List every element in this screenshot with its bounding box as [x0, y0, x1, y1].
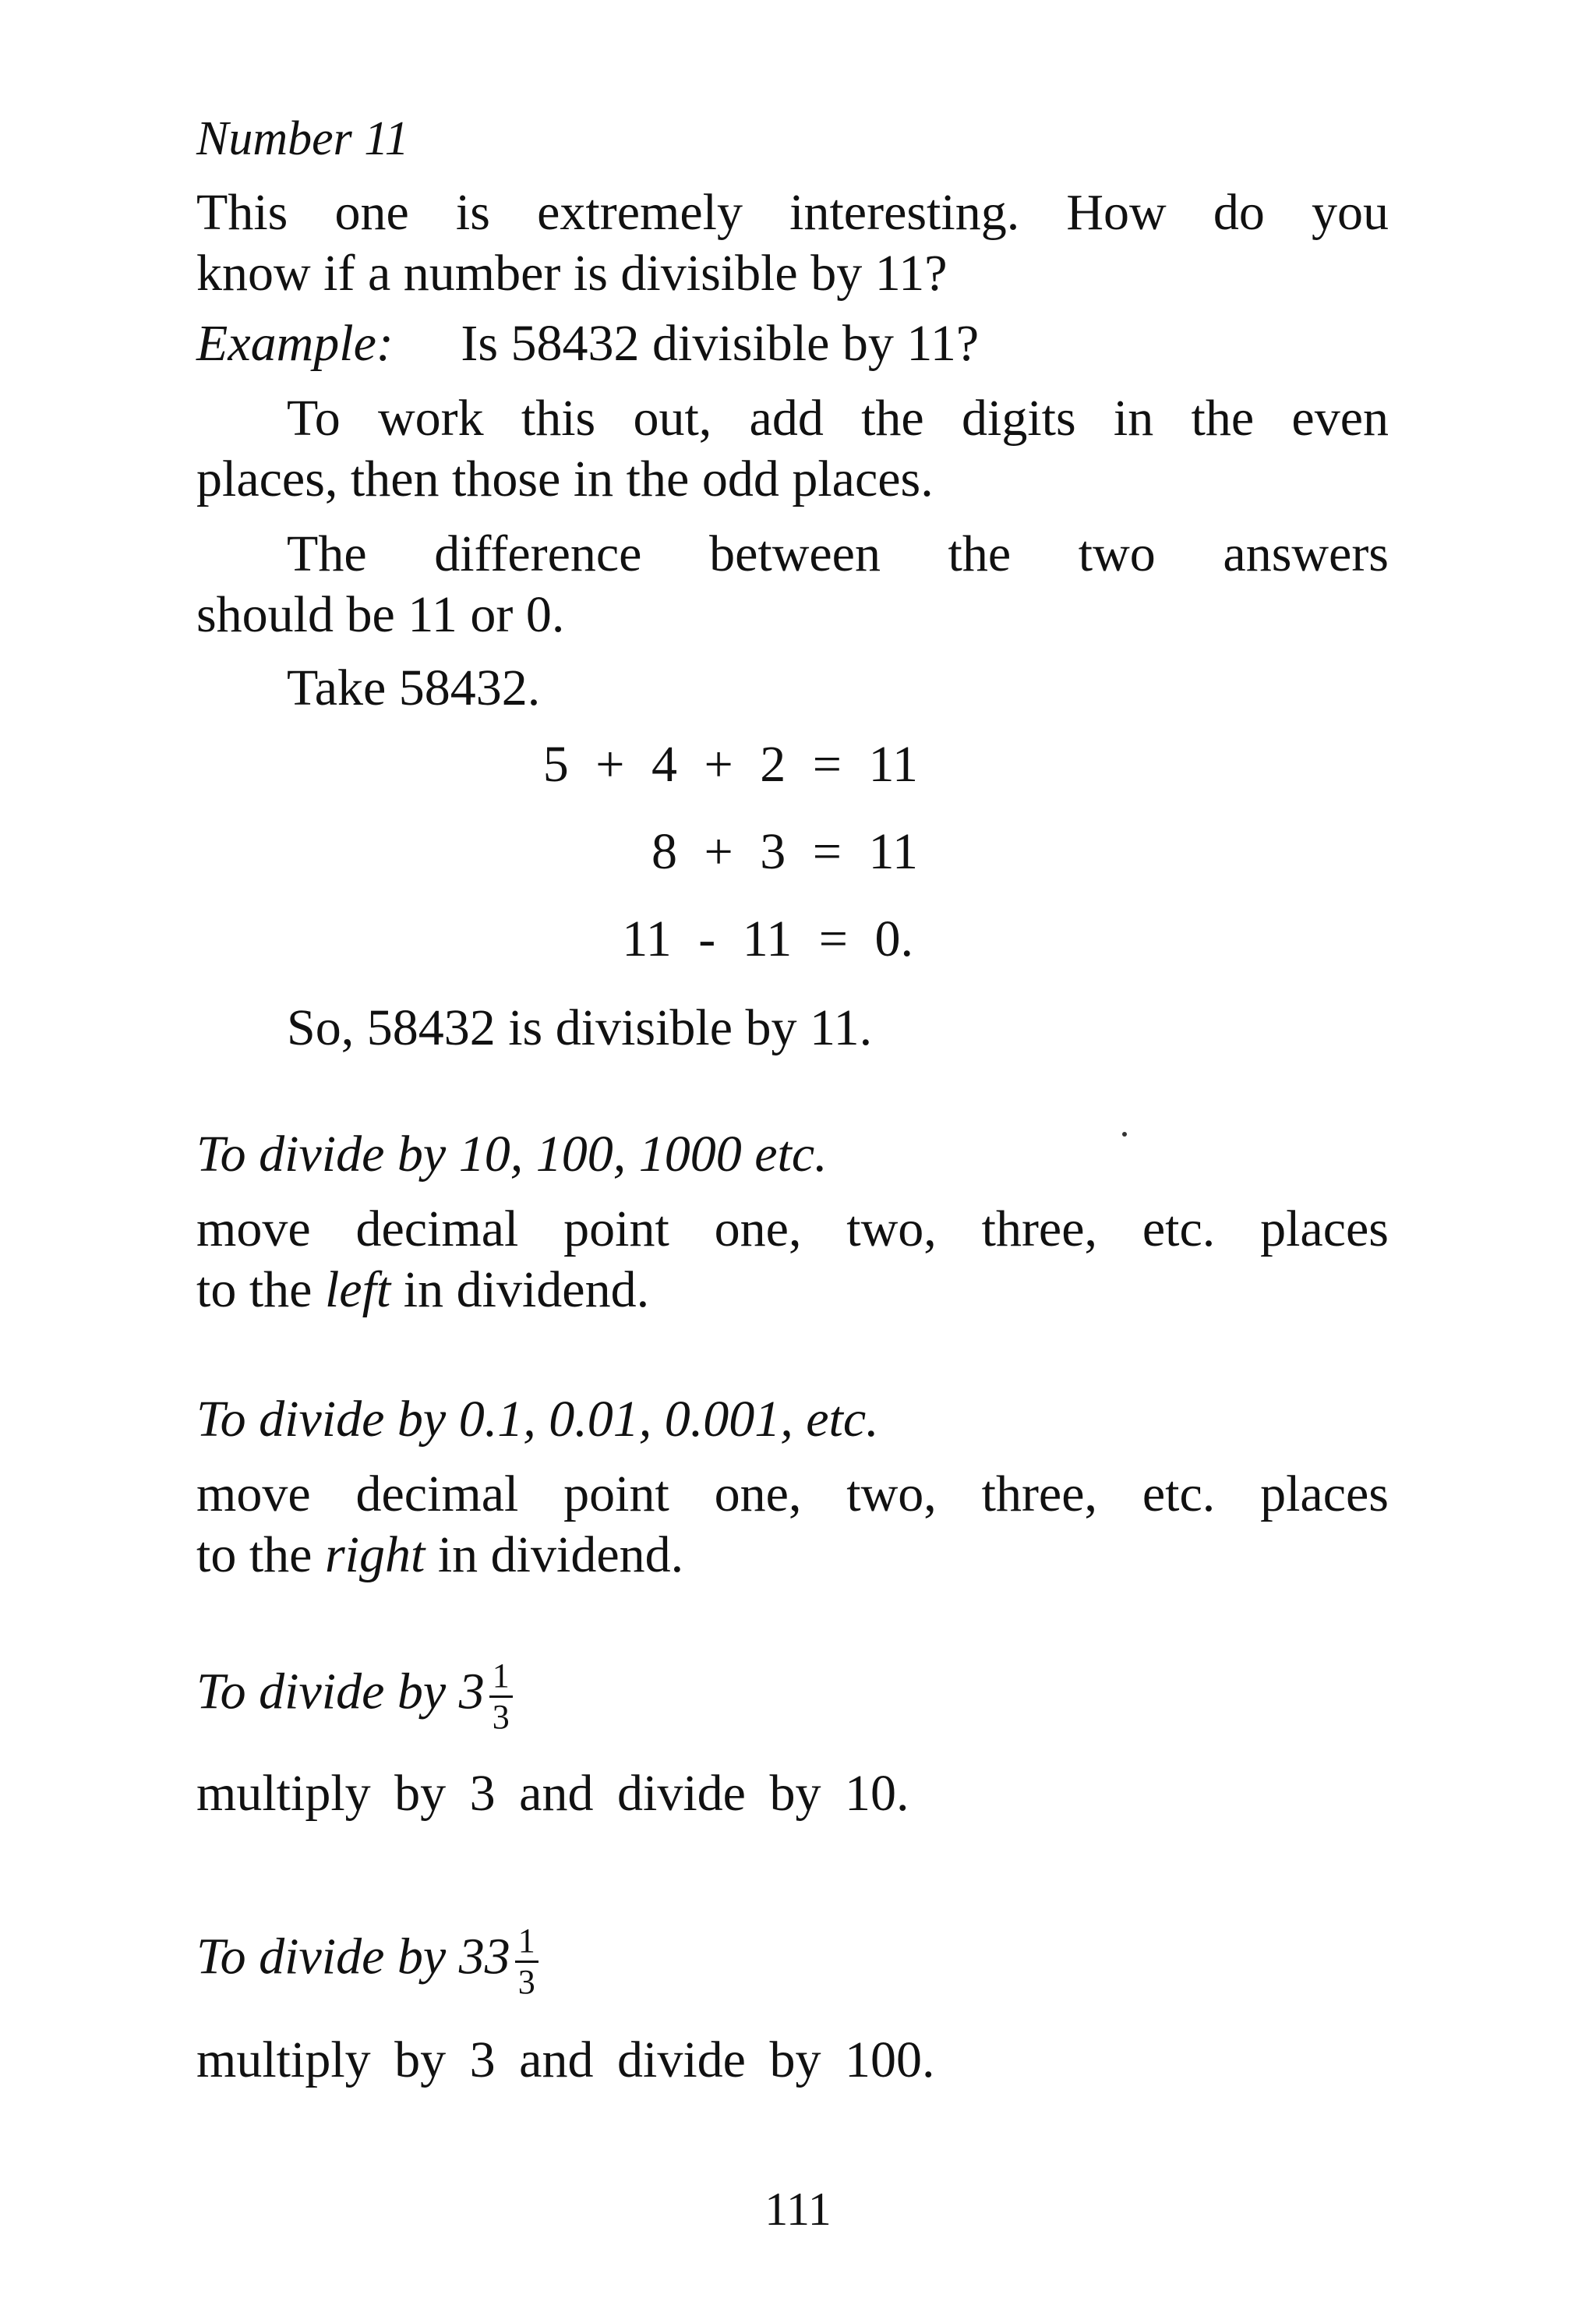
difference-line-2: should be 11 or 0. [196, 586, 565, 643]
intro-line-1: This one is extremely interesting. How do you [196, 184, 1389, 241]
rule-3-fraction-numerator: 1 [489, 1657, 513, 1698]
rule-2-line-2-pre: to the [196, 1526, 325, 1583]
rule-3-fraction-denominator: 3 [492, 1698, 510, 1736]
rule-3-heading-text: To divide by 3 [196, 1663, 485, 1720]
rule-2-emphasis-right: right [324, 1526, 425, 1583]
rule-1-emphasis-left: left [324, 1261, 391, 1318]
rule-4-heading-text: To divide by 33 [196, 1928, 510, 1985]
rule-3-fraction [489, 1657, 513, 1737]
rule-4-body: multiply by 3 and divide by 100. [196, 2031, 935, 2088]
rule-2-body [196, 1464, 1389, 1586]
calc-equation-1: 5 + 4 + 2 = 11 [542, 736, 918, 793]
rule-2-heading: To divide by 0.1, 0.01, 0.001, etc. [196, 1391, 879, 1448]
section-heading [196, 109, 1389, 168]
conclusion-line: So, 58432 is divisible by 11. [287, 999, 873, 1056]
rule-1-heading: To divide by 10, 100, 1000 etc. [196, 1126, 828, 1183]
difference-paragraph [196, 524, 1389, 645]
rule-2-line-2-post: in dividend. [425, 1526, 684, 1583]
intro-paragraph [196, 182, 1389, 304]
example-question: Is 58432 divisible by 11? [461, 315, 980, 372]
calc-equation-2: 8 + 3 = 11 [651, 823, 918, 880]
rule-4-fraction-denominator: 3 [517, 1963, 535, 2001]
method-line-1: To work this out, add the digits in the even [287, 390, 1389, 447]
rule-1-line-1: move decimal point one, two, three, etc. places [196, 1200, 1389, 1257]
rule-4-heading [196, 1922, 538, 2002]
example-line [196, 313, 979, 374]
calc-equation-3: 11 - 11 = 0. [622, 910, 913, 967]
method-line-2: places, then those in the odd places. [196, 451, 934, 507]
intro-line-2: know if a number is divisible by 11? [196, 245, 948, 302]
rule-1-line-2 [196, 1260, 1389, 1321]
ink-speck [1122, 1132, 1127, 1137]
rule-1-line-2-post: in dividend. [390, 1261, 650, 1318]
rule-1-line-2-pre: to the [196, 1261, 325, 1318]
rule-2-line-2 [196, 1525, 1389, 1586]
difference-line-1: The difference between the two answers [287, 525, 1389, 582]
take-line: Take 58432. [287, 659, 541, 716]
rule-2-line-1: move decimal point one, two, three, etc. places [196, 1466, 1389, 1522]
example-label: Example: [196, 315, 394, 372]
method-paragraph [196, 388, 1389, 510]
rule-3-heading [196, 1657, 513, 1737]
rule-3-body: multiply by 3 and divide by 10. [196, 1765, 909, 1822]
rule-1-body [196, 1199, 1389, 1321]
page-number: 111 [764, 2183, 832, 2235]
rule-4-fraction [515, 1922, 538, 2002]
rule-4-fraction-numerator: 1 [515, 1922, 538, 1963]
section-title: Number 11 [196, 112, 409, 165]
